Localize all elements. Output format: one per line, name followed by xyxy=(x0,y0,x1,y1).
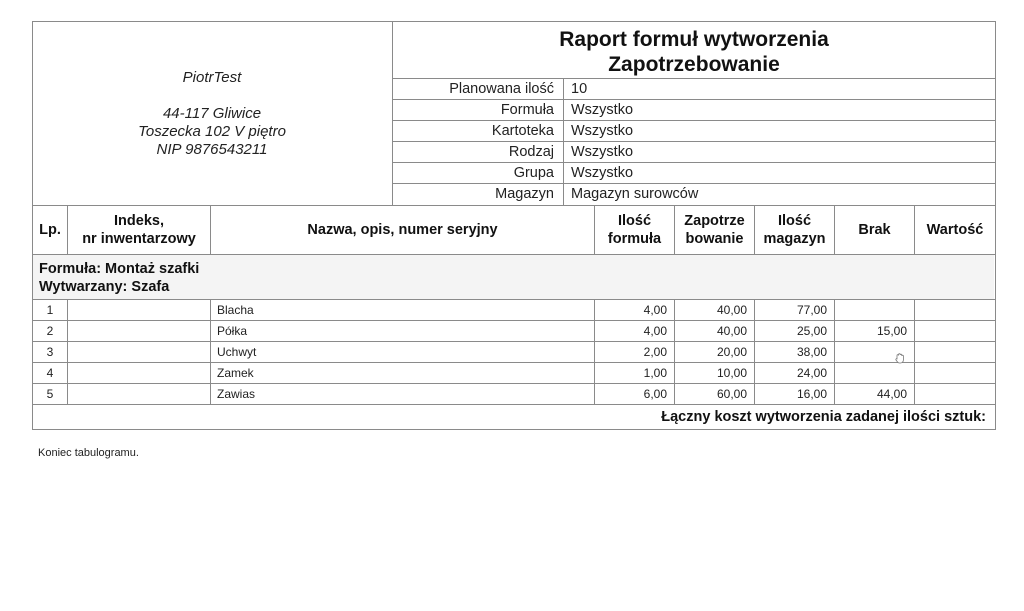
header-lp: Lp. xyxy=(39,222,61,238)
report-title xyxy=(393,22,995,78)
company-name: PiotrTest xyxy=(182,69,242,86)
header-qty-formula xyxy=(595,206,674,254)
cell-demand: 20,00 xyxy=(716,345,747,359)
cell-demand: 60,00 xyxy=(716,387,747,401)
cell-value xyxy=(915,384,995,405)
address-line: Toszecka 102 V piętro xyxy=(138,123,286,140)
address-line: NIP 9876543211 xyxy=(156,141,268,158)
cell-qty-formula: 4,00 xyxy=(643,303,667,317)
cell-demand: 40,00 xyxy=(716,303,747,317)
cell-qty-stock: 38,00 xyxy=(796,345,827,359)
cell-index xyxy=(68,342,210,363)
header-name: Nazwa, opis, numer seryjny xyxy=(307,222,498,238)
cell-shortage: 44,00 xyxy=(876,387,907,401)
group-produced: Wytwarzany: Szafa xyxy=(39,279,170,295)
company-block xyxy=(33,22,391,205)
report-title-line2: Zapotrzebowanie xyxy=(608,53,780,76)
cell-demand: 10,00 xyxy=(716,366,747,380)
cell-qty-stock: 24,00 xyxy=(796,366,827,380)
cell-qty-formula: 1,00 xyxy=(643,366,667,380)
cell-shortage xyxy=(835,363,914,384)
cell-index xyxy=(68,321,210,342)
cell-name: Półka xyxy=(217,324,248,338)
header-qty-stock-line2: magazyn xyxy=(763,231,826,247)
cell-name: Blacha xyxy=(217,303,254,317)
header-qty-stock xyxy=(755,206,834,254)
cell-shortage xyxy=(835,300,914,321)
param-label: Rodzaj xyxy=(508,144,554,160)
cell-shortage: 15,00 xyxy=(876,324,907,338)
param-label: Grupa xyxy=(513,165,554,181)
param-label: Planowana ilość xyxy=(449,81,554,97)
cell-lp: 4 xyxy=(46,366,54,380)
cell-name: Zamek xyxy=(217,366,254,380)
param-value: Wszystko xyxy=(571,144,634,160)
param-label: Magazyn xyxy=(495,186,554,202)
header-value: Wartość xyxy=(926,222,984,238)
frame-bottom xyxy=(32,429,996,430)
header-demand xyxy=(675,206,754,254)
cell-index xyxy=(68,384,210,405)
cell-qty-stock: 77,00 xyxy=(796,303,827,317)
cell-qty-stock: 25,00 xyxy=(796,324,827,338)
header-index xyxy=(68,206,210,254)
cell-value xyxy=(915,363,995,384)
header-demand-line2: bowanie xyxy=(685,231,744,247)
header-index-line2: nr inwentarzowy xyxy=(82,231,196,247)
group-formula: Formuła: Montaż szafki xyxy=(39,261,200,277)
header-qty-stock-line1: Ilość xyxy=(777,213,812,229)
cell-lp: 3 xyxy=(46,345,54,359)
cell-name: Uchwyt xyxy=(217,345,257,359)
company-address xyxy=(33,105,391,159)
param-value: Wszystko xyxy=(571,123,634,139)
cell-value xyxy=(915,342,995,363)
cell-qty-formula: 6,00 xyxy=(643,387,667,401)
address-line: 44-117 Gliwice xyxy=(162,105,262,122)
cell-qty-stock: 16,00 xyxy=(796,387,827,401)
cell-index xyxy=(68,300,210,321)
header-qty-formula-line2: formuła xyxy=(607,231,662,247)
cell-name: Zawias xyxy=(217,387,256,401)
cell-qty-formula: 2,00 xyxy=(643,345,667,359)
param-label: Formuła xyxy=(500,102,554,118)
report-title-line1: Raport formuł wytworzenia xyxy=(559,28,829,51)
header-shortage: Brak xyxy=(858,222,891,238)
param-label: Kartoteka xyxy=(491,123,554,139)
cell-demand: 40,00 xyxy=(716,324,747,338)
cell-lp: 2 xyxy=(46,324,54,338)
cell-lp: 5 xyxy=(46,387,54,401)
param-value: Magazyn surowców xyxy=(571,186,699,202)
param-value: Wszystko xyxy=(571,102,634,118)
header-qty-formula-line1: Ilość xyxy=(617,213,652,229)
cell-qty-formula: 4,00 xyxy=(643,324,667,338)
header-demand-line1: Zapotrze xyxy=(684,213,745,229)
param-value: 10 xyxy=(571,81,588,97)
header-index-line1: Indeks, xyxy=(114,213,164,229)
frame-right xyxy=(995,21,996,430)
cell-value xyxy=(915,300,995,321)
total-cost-label: Łączny koszt wytworzenia zadanej ilości sztuk: xyxy=(661,409,986,425)
report-end-note: Koniec tabulogramu. xyxy=(38,447,139,459)
hand-cursor-icon xyxy=(894,351,906,363)
cell-value xyxy=(915,321,995,342)
param-value: Wszystko xyxy=(571,165,634,181)
cell-index xyxy=(68,363,210,384)
cell-lp: 1 xyxy=(46,303,54,317)
formula-group-row xyxy=(33,255,994,299)
